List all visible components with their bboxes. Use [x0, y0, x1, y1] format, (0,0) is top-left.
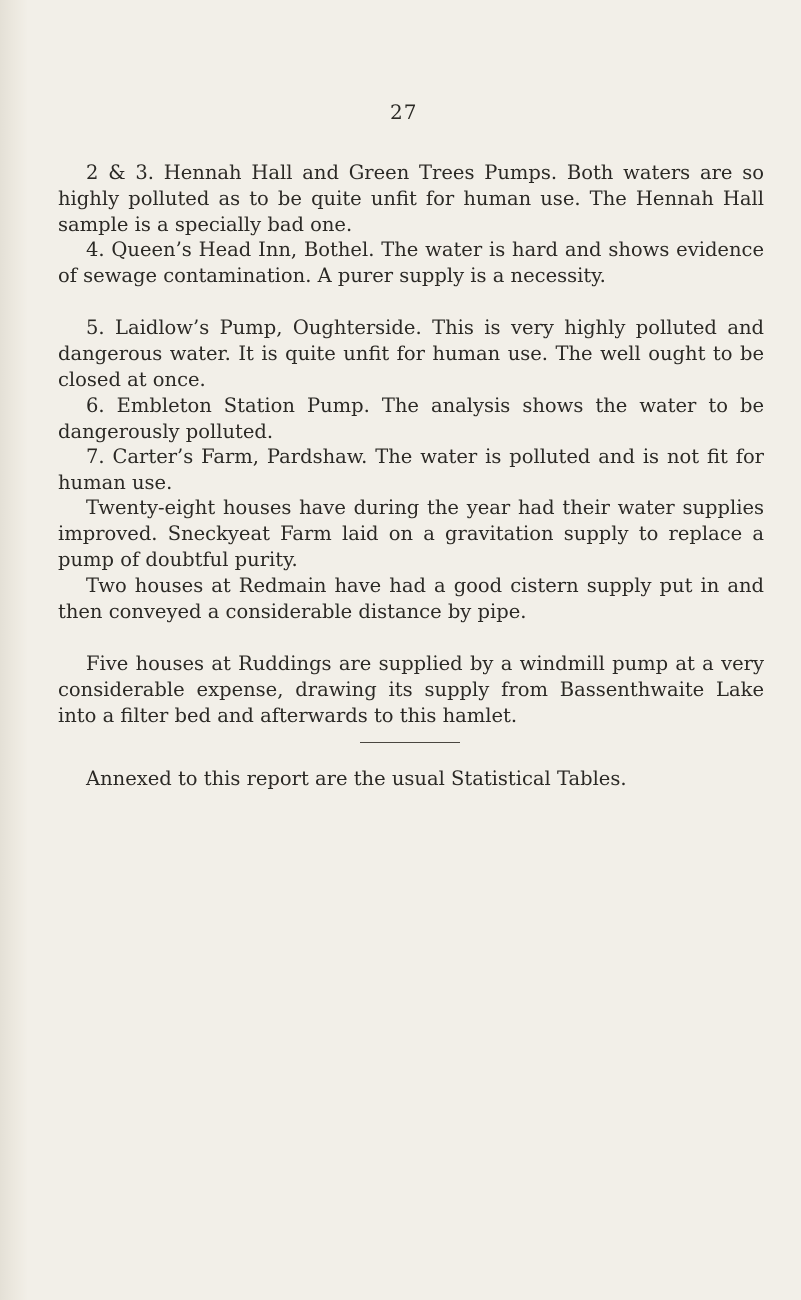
paragraph-ruddings: Five houses at Ruddings are supplied by a windmill pump at a very considerable expense, drawing its supply from Bassenthwaite Lake into a filter bed and afterwards to this hamlet.: [58, 652, 764, 727]
section-divider: [360, 742, 460, 743]
page-edge-shadow: [0, 0, 28, 1300]
paragraph-embleton-station: 6. Embleton Station Pump. The analysis shows the water to be dangerously polluted.: [58, 394, 764, 443]
paragraph-carters-farm: 7. Carter’s Farm, Pardshaw. The water is polluted and is not fit for human use.: [58, 445, 764, 494]
paragraph-hennah-hall: 2 & 3. Hennah Hall and Green Trees Pumps. Both waters are so highly polluted as to be quite unfit for human use. The Hennah Hall sample is a specially bad one.: [58, 161, 764, 236]
paragraph-water-supplies-improved: Twenty-eight houses have during the year had their water supplies improved. Sneckyeat Farm laid on a gravitation supply to replace a pump of doubtful purity.: [58, 496, 764, 571]
paragraph-queens-head-inn: 4. Queen’s Head Inn, Bothel. The water is hard and shows evidence of sewage contamination. A purer supply is a necessity.: [58, 238, 764, 287]
paragraph-redmain: Two houses at Redmain have had a good cistern supply put in and then conveyed a considerable distance by pipe.: [58, 574, 764, 623]
paragraph-annexed-tables: Annexed to this report are the usual Statistical Tables.: [86, 767, 627, 790]
paragraph-laidlows-pump: 5. Laidlow’s Pump, Oughterside. This is very highly polluted and dangerous water. It is quite unfit for human use. The well ought to be closed at once.: [58, 316, 764, 391]
page-number: 27: [390, 100, 418, 124]
